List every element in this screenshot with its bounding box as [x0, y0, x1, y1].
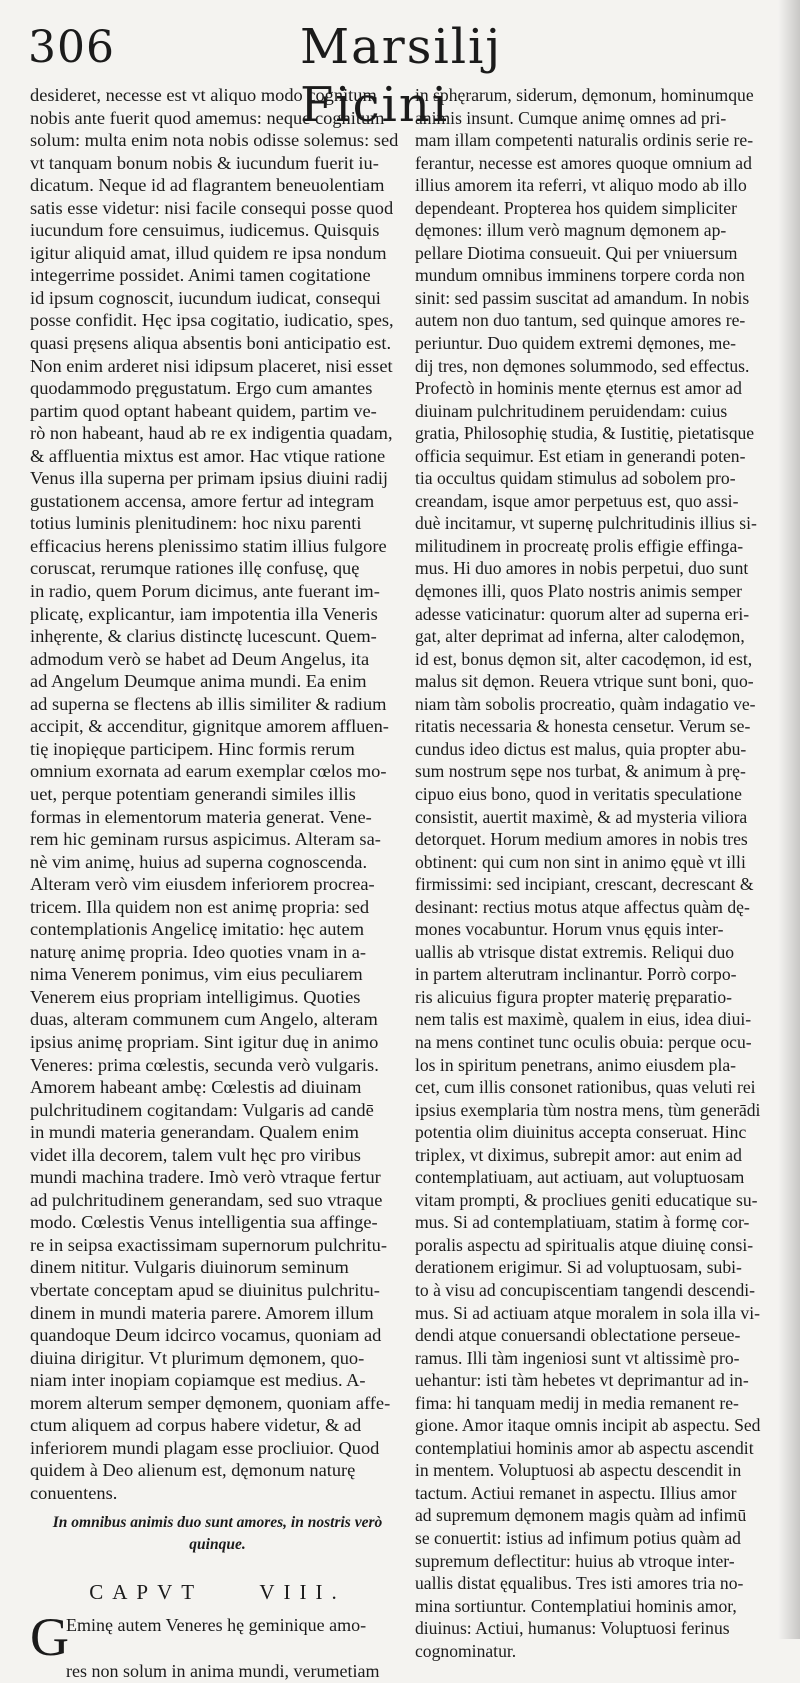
text-line: nima Venerem ponimus, vim eius peculiarem	[30, 964, 363, 985]
text-line: tia occultus quidam stimulus ad sobolem pro-	[415, 468, 736, 489]
text-line: modo. Cœlestis Venus intelligentia sua affinge-	[30, 1212, 378, 1233]
text-line: integerrime possidet. Animi tamen cogitatione	[30, 265, 371, 286]
text-line: admodum verò se habet ad Deum Angelus, ita	[30, 648, 370, 669]
text-line: uehantur: isti tàm hebetes vt deprimantur ad in-	[415, 1370, 749, 1391]
text-line: mus. Si ad actiuam atque moralem in sola illa vi-	[415, 1302, 760, 1323]
text-line: gat, alter deprimat ad inferna, alter calodęmon,	[415, 626, 745, 647]
text-line: nè vim animę, huius ad superna cognoscenda.	[30, 851, 368, 872]
text-line: igitur aliquid amat, illud quidem re ipsa nondum	[30, 242, 387, 263]
left-column-text	[30, 84, 405, 1504]
text-line: rò non habeant, haud ab re ex indigentia quadam,	[30, 423, 393, 444]
text-line: ctum aliquem ad corpus habere videtur, & ad	[30, 1415, 362, 1436]
text-line: supremum deflectitur: huius ab vtroque inter-	[415, 1550, 735, 1571]
text-line: adesse vaticinatur: quorum alter ad superna eri-	[415, 603, 750, 624]
text-line: nem talis est maximè, qualem in eius, idea diui-	[415, 1009, 752, 1030]
text-line: mus. Hi duo amores in nobis perpetui, duo sunt	[415, 558, 749, 579]
text-line: dęmones: illum verò magnum dęmonem ap-	[415, 220, 727, 241]
marginal-heading-line: In omnibus animis duo sunt amores, in nostris verò	[52, 1514, 383, 1532]
text-line: cundus ideo dictus est malus, quia propter abu-	[415, 738, 747, 759]
text-line: posse confidit. Hęc ipsa cogitatio, iudicatio, spes,	[30, 310, 394, 331]
text-line: vitam prompti, & procliues geniti educatique su-	[415, 1189, 758, 1210]
text-line: vbertate conceptam apud se diuinitus pulchritu-	[30, 1279, 380, 1300]
text-line: res non solum in anima mundi, verumetiam	[66, 1661, 380, 1682]
text-line: satis esse videtur: nisi facile consequi posse quod	[30, 197, 394, 218]
text-line: in sphęrarum, siderum, dęmonum, hominumque	[415, 85, 754, 105]
text-line: detorquet. Horum medium amores in nobis tres	[415, 829, 748, 850]
text-line: poralis aspectu ad spiritualis atque diuinę consi-	[415, 1234, 754, 1255]
text-line: duè incitamur, vt supernę pulchritudinis illius si-	[415, 513, 757, 534]
text-line: Venus illa superna per primam ipsius diuini radij	[30, 468, 389, 489]
text-line: uallis distat ęqualibus. Tres isti amores tria no-	[415, 1573, 744, 1594]
text-line: totius luminis plenitudinem: hoc nixu parenti	[30, 513, 362, 534]
text-line: ritatis necessaria & honesta censetur. Verum se-	[415, 716, 751, 737]
text-line: cognominatur.	[415, 1640, 517, 1661]
text-line: dendi atque conuersandi oblectatione perseue-	[415, 1325, 741, 1346]
text-line: sum nostrum sępe nos turbat, & animum à prę-	[415, 761, 746, 782]
text-line: mina sortiuntur. Contemplatiui hominis amor,	[415, 1595, 737, 1616]
text-line: Alteram verò vim eiusdem inferiorem procrea-	[30, 874, 375, 895]
text-line: partim quod optant habeant quidem, partim ve-	[30, 400, 377, 421]
text-line: in partem alterutram inclinantur. Porrò corpo-	[415, 964, 737, 985]
marginal-heading-line: quinque.	[189, 1536, 246, 1554]
text-line: in mundi materia generandam. Qualem enim	[30, 1122, 359, 1143]
text-line: periuntur. Duo quidem extremi dęmones, me-	[415, 333, 737, 354]
text-line: contemplationis Angelicę imitatio: hęc autem	[30, 919, 365, 940]
text-line: uallis ab vtrisque distat extremis. Reliqui duo	[415, 941, 735, 962]
text-line: uet, perque potentiam generandi similes illis	[30, 783, 356, 804]
text-line: dęmones illi, quos Plato nostris animis semper	[415, 581, 742, 602]
text-line: id est, bonus dęmon sit, alter cacodęmon, id est,	[415, 648, 753, 669]
text-line: dij tres, non dęmones solummodo, sed effectus.	[415, 355, 750, 376]
text-line: contemplatiui hominis amor ab aspectu ascendit	[415, 1437, 754, 1458]
text-line: pellare Diotima consueuit. Qui per vniuersum	[415, 242, 738, 263]
text-line: desideret, necesse est vt aliquo modo cognitum	[30, 85, 377, 105]
text-line: Venerem eius propriam intelligimus. Quoties	[30, 986, 361, 1007]
text-line: potentia olim diuinitus accepta conseruat. Hinc	[415, 1122, 747, 1143]
text-line: conuentens.	[30, 1482, 118, 1503]
drop-cap: G	[30, 1607, 69, 1668]
text-line: in radio, quem Porum dicimus, ante fuerant im-	[30, 581, 380, 602]
right-column	[415, 84, 765, 1662]
text-line: derationem erigimur. Si ad voluptuosam, subi-	[415, 1257, 742, 1278]
text-line: malus sit dęmon. Reuera vtrique sunt boni, quo-	[415, 671, 754, 692]
text-line: in mentem. Voluptuosi ab aspectu descendit in	[415, 1460, 742, 1481]
text-line: animis insunt. Cumque animę omnes ad pri-	[415, 107, 727, 128]
text-line: Non enim arderet nisi idipsum placeret, nisi esset	[30, 355, 393, 376]
text-line: niam inter inopiam copiamque est medius. A-	[30, 1370, 366, 1391]
text-line: vt tanquam bonum nobis & iucundum fuerit iu-	[30, 152, 379, 173]
text-line: videt illa decorem, talem vult hęc pro viribus	[30, 1144, 361, 1165]
text-line: los in spiritum penetrans, animo eiusdem pla-	[415, 1054, 737, 1075]
text-line: desinant: rectius motus atque affectus quàm dę-	[415, 896, 750, 917]
right-column-text	[415, 84, 765, 1662]
text-line: coruscat, rerumque rationes illę confusę, quę	[30, 558, 360, 579]
text-line: dinem in mundi materia parere. Amorem illum	[30, 1302, 374, 1323]
text-line: consistit, auertit maximè, & ad mysteria viliora	[415, 806, 748, 827]
text-line: nobis ante fuerit quod amemus: neque cognitum	[30, 107, 385, 128]
text-line: illius amorem ita referri, vt aliquo modo ab illo	[415, 175, 747, 196]
text-line: iucundum fore censuimus, iudicemus. Quisquis	[30, 220, 380, 241]
text-line: & affluentia mixtus est amor. Hac vtique ratione	[30, 445, 386, 466]
text-line: ad pulchritudinem generandam, sed suo vtraque	[30, 1189, 383, 1210]
text-line: inhęrente, & clarius distinctę lucescunt. Quem-	[30, 626, 377, 647]
text-line: tię inopięque participem. Hinc formis rerum	[30, 738, 355, 759]
text-line: plicatę, explicantur, iam impotentia illa Veneris	[30, 603, 378, 624]
text-line: duas, alteram communem cum Angelo, alteram	[30, 1009, 378, 1030]
text-line: tactum. Actiui remanet in aspectu. Illius amor	[415, 1482, 737, 1503]
marginal-heading	[30, 1512, 405, 1556]
page-number: 306	[28, 22, 115, 73]
text-line: se conuertit: istius ad infimum potius quàm ad	[415, 1528, 741, 1548]
text-line: ipsius exemplaria tùm nostra mens, tùm generādi	[415, 1099, 761, 1120]
text-line: gustationem accensa, amore fertur ad integram	[30, 490, 375, 511]
text-line: niam tàm sobolis procreatio, quàm indagatio ve-	[415, 693, 756, 714]
text-line: fima: hi tanquam medij in media remanent re-	[415, 1392, 739, 1413]
text-line: sinit: sed passim suscitat ad amandum. In nobis	[415, 287, 750, 308]
text-line: quandoque Deum idcirco vocamus, quoniam ad	[30, 1325, 382, 1346]
text-line: pulchritudinem cogitandam: Vulgaris ad candē	[30, 1099, 374, 1120]
text-line: gratia, Philosophię studia, & Iustitię, pietatisque	[415, 423, 755, 444]
text-line: efficacius herens plenissimo statim illius fulgore	[30, 535, 387, 556]
text-line: firmissimi: sed incipiant, crescant, decrescant &	[415, 874, 754, 895]
text-line: mundum omnibus imminens torpere corda non	[415, 265, 745, 286]
text-line: cipuo eius bono, quod in veritatis speculatione	[415, 783, 742, 804]
text-line: dinem nititur. Vulgaris diuinorum seminum	[30, 1257, 349, 1278]
text-line: na mens continet tunc oculis obuia: perque ocu-	[415, 1031, 752, 1052]
text-line: mus. Si ad contemplatiuam, statim à formę cor-	[415, 1212, 750, 1233]
text-line: naturę animę propria. Ideo quoties vnam in a-	[30, 941, 367, 962]
chapter-heading	[30, 1570, 405, 1614]
text-line: Amorem habeant ambę: Cœlestis ad diuinam	[30, 1077, 362, 1098]
text-line: Eminę autem Veneres hę geminique amo-	[66, 1615, 367, 1636]
text-line: cet, cum illis consonet rationibus, quas veluti rei	[415, 1077, 756, 1098]
text-line: re in seipsa exactissimam supernorum pulchritu-	[30, 1234, 387, 1255]
text-line: autem non duo tantum, sed quinque amores re-	[415, 310, 746, 331]
text-line: contemplatiuam, aut actiuam, aut voluptuosam	[415, 1167, 745, 1188]
text-line: id ipsum cognoscit, iucundum iudicat, consequi	[30, 287, 381, 308]
chapter-opening	[30, 1607, 405, 1668]
text-line: ad supremum dęmonem magis quàm ad infimū	[415, 1505, 747, 1526]
text-line: diuinam pulchritudinem peruidendam: cuius	[415, 400, 728, 421]
text-line: ferantur, necesse est amores quoque omnium ad	[415, 152, 752, 173]
text-line: ad superna se flectens ab illis similiter & radium	[30, 693, 387, 714]
text-line: omnium exornata ad earum exemplar cœlos mo-	[30, 761, 387, 782]
text-line: to à visu ad concupiscentiam tangendi descendi-	[415, 1279, 756, 1300]
page-edge-shadow	[778, 0, 800, 1639]
text-line: ris alicuius figura propter materię pręparatio-	[415, 986, 733, 1007]
text-line: rem hic geminam rursus aspicimus. Alteram sa-	[30, 829, 381, 850]
text-line: gione. Amor itaque omnis incipit ab aspectu. Sed	[415, 1415, 761, 1436]
text-line: obtinent: qui cum non sint in animo ęquè vt illi	[415, 851, 746, 872]
text-line: diuina dirigitur. Vt plurimum dęmonem, quo-	[30, 1347, 365, 1368]
text-line: dicatum. Neque id ad flagrantem beneuolentiam	[30, 175, 385, 196]
text-line: morem alterum semper dęmonem, quoniam affe-	[30, 1392, 391, 1413]
running-title: Marsilij Ficini	[300, 19, 503, 133]
text-line: dependeant. Propterea hos quidem simpliciter	[415, 197, 737, 218]
text-line: mam illam competenti naturalis ordinis serie re-	[415, 130, 754, 151]
text-line: inferiorem mundi plagam esse procliuior. Quod	[30, 1437, 380, 1458]
text-line: Veneres: prima cœlestis, secunda verò vulgaris.	[30, 1054, 379, 1075]
text-line: Profectò in hominis mente ęternus est amor ad	[415, 378, 742, 399]
text-line: triplex, vt diximus, subrepit amor: aut enim ad	[415, 1144, 742, 1165]
text-line: creandam, isque amor perpetuus est, quo assi-	[415, 490, 739, 511]
chapter-number: VIII.	[259, 1580, 346, 1605]
text-line: quidem à Deo alienum est, dęmonum naturę	[30, 1460, 356, 1481]
text-line: formas in elementorum materia generat. Vene-	[30, 806, 372, 827]
text-line: officia sequimur. Est etiam in generandi poten-	[415, 445, 746, 466]
text-line: quasi pręsens aliqua absentis boni anticipatio est.	[30, 333, 392, 354]
text-line: solum: multa enim nota nobis odisse solemus: sed	[30, 130, 399, 151]
text-line: militudinem in procreatę prolis effigie effinga-	[415, 535, 744, 556]
text-line: ad Angelum Deumque anima mundi. Ea enim	[30, 671, 367, 692]
text-line: mundi machina tradere. Imò verò vtraque fertur	[30, 1167, 381, 1188]
text-line: diuinus: Actiui, humanus: Voluptuosi ferinus	[415, 1618, 730, 1639]
chapter-word: CAPVT	[89, 1580, 204, 1605]
text-line: ipsius animę propriam. Sint igitur duę in animo	[30, 1031, 379, 1052]
text-line: ramus. Illi tàm ingeniosi sunt vt altissimè pro-	[415, 1347, 740, 1368]
text-line: tricem. Illa quidem non est animę propria: sed	[30, 896, 370, 917]
text-line: quodammodo pręgustatum. Ergo cum amantes	[30, 378, 373, 399]
left-column	[30, 84, 405, 1683]
text-line: accipit, & accenditur, gignitque amorem affluen-	[30, 716, 389, 737]
text-line: mones vocabuntur. Horum vnus ęquis inter-	[415, 919, 724, 940]
